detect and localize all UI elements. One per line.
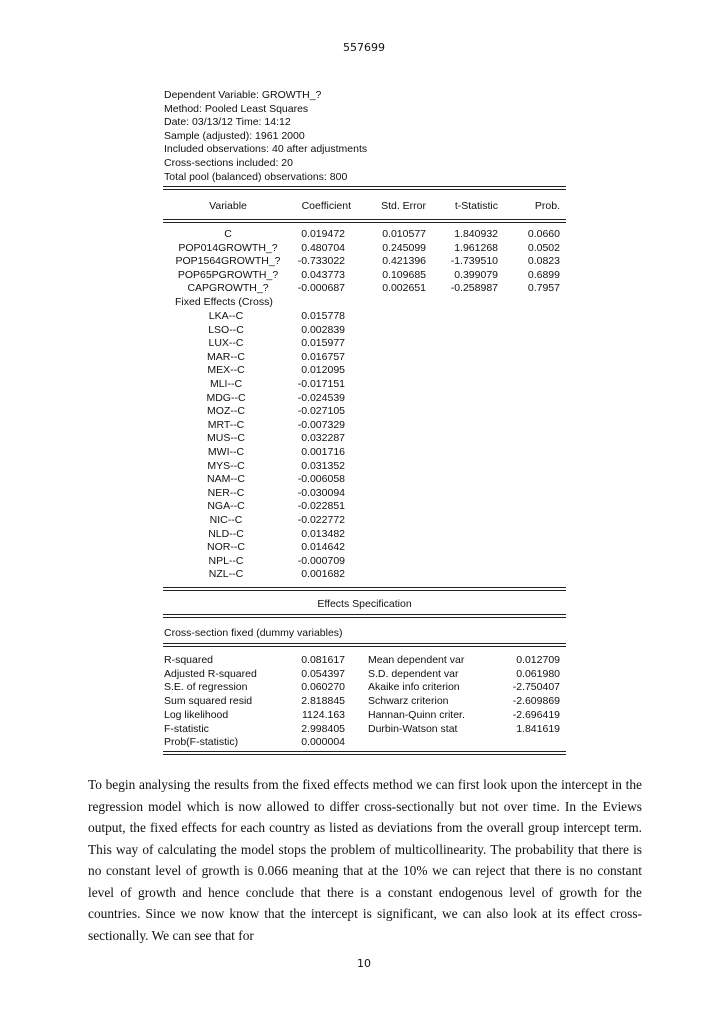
effects-spec-title-row	[163, 598, 566, 612]
fixed-effect-value: -0.022772	[297, 514, 345, 526]
fixed-effect-country: MWI--C	[207, 446, 245, 458]
fixed-effect-row	[163, 460, 566, 474]
fixed-effect-value: 0.031352	[301, 459, 345, 472]
statistic-label: Mean dependent var	[368, 654, 465, 666]
header-line: Method: Pooled Least Squares	[164, 102, 309, 115]
fixed-effect-row	[163, 528, 566, 542]
fixed-effect-row	[163, 337, 566, 351]
effects-spec-line: Cross-section fixed (dummy variables)	[164, 627, 343, 639]
fixed-effect-country: LSO--C	[208, 323, 244, 336]
variable-name: CAPGROWTH_?	[187, 282, 269, 295]
regression-header	[164, 89, 367, 184]
fixed-effect-row	[163, 500, 566, 514]
statistic-label: R-squared	[164, 654, 214, 666]
fixed-effect-country: LUX--C	[208, 337, 244, 350]
statistic-value: 1.841619	[516, 722, 560, 735]
statistic-value: 0.061980	[516, 667, 560, 680]
fixed-effect-value: -0.022851	[297, 500, 345, 513]
fixed-effect-value: -0.000709	[297, 554, 345, 567]
variable-name: POP65PGROWTH_?	[177, 268, 279, 281]
header-line: Total pool (balanced) observations: 800	[164, 170, 348, 183]
fixed-effect-country: MAR--C	[207, 350, 245, 363]
fixed-effect-country: MYS--C	[207, 459, 245, 472]
fixed-effect-row	[163, 487, 566, 501]
fixed-effect-row	[163, 541, 566, 555]
fixed-effect-country: NIC--C	[209, 514, 243, 526]
coefficient-row	[163, 282, 566, 296]
fixed-effect-country: MLI--C	[209, 378, 243, 390]
column-header: Prob.	[534, 200, 560, 212]
std-error-value: 0.109685	[382, 268, 426, 281]
fixed-effect-value: -0.006058	[297, 473, 345, 486]
statistic-label: Adjusted R-squared	[164, 667, 257, 680]
fixed-effect-row	[163, 351, 566, 365]
std-error-value: 0.002651	[382, 282, 426, 295]
t-statistic-value: -1.739510	[450, 255, 498, 268]
column-header: Coefficient	[301, 200, 351, 212]
table-rule	[163, 751, 566, 752]
prob-value: 0.0823	[527, 255, 560, 268]
fixed-effect-row	[163, 324, 566, 338]
page-number: 10	[357, 957, 371, 970]
t-statistic-value: 1.840932	[454, 228, 498, 240]
table-rule	[163, 219, 566, 220]
fixed-effect-value: 0.001716	[301, 446, 345, 458]
t-statistic-value: 0.399079	[454, 268, 498, 281]
fixed-effect-value: -0.027105	[297, 405, 345, 418]
statistic-label: Prob(F-statistic)	[164, 736, 239, 749]
table-rule	[163, 186, 566, 187]
fixed-effect-row	[163, 514, 566, 528]
statistic-value: -2.750407	[512, 681, 560, 694]
statistic-row	[163, 681, 566, 695]
statistic-label: Durbin-Watson stat	[368, 722, 458, 735]
fixed-effects-heading: Fixed Effects (Cross)	[175, 296, 273, 308]
statistic-row	[163, 736, 566, 750]
header-line: Included observations: 40 after adjustments	[164, 143, 368, 156]
variable-name: POP014GROWTH_?	[178, 241, 278, 254]
coefficient-value: 0.480704	[301, 241, 345, 254]
coefficient-value: 0.019472	[301, 228, 345, 240]
coefficient-row	[163, 228, 566, 242]
std-error-value: 0.245099	[382, 241, 426, 254]
statistic-row	[163, 709, 566, 723]
statistic-value: 2.998405	[301, 722, 345, 735]
fixed-effect-row	[163, 392, 566, 406]
statistic-value: 0.081617	[301, 654, 345, 666]
fixed-effect-country: MOZ--C	[207, 405, 245, 418]
fixed-effect-country: NLD--C	[208, 527, 244, 540]
fixed-effect-value: 0.032287	[301, 432, 345, 445]
std-error-value: 0.421396	[382, 255, 426, 268]
fixed-effect-value: 0.015778	[301, 310, 345, 322]
fixed-effect-country: NZL--C	[208, 568, 244, 581]
prob-value: 0.7957	[527, 282, 560, 295]
fixed-effects-label	[163, 296, 566, 310]
header-line: Dependent Variable: GROWTH_?	[164, 89, 322, 101]
fixed-effect-country: LKA--C	[208, 310, 244, 322]
fixed-effect-value: -0.030094	[297, 486, 345, 499]
fixed-effect-row	[163, 405, 566, 419]
fixed-effect-country: NPL--C	[208, 554, 244, 567]
statistic-label: Log likelihood	[164, 708, 229, 721]
coefficient-row	[163, 255, 566, 269]
statistic-value: 1124.163	[301, 708, 345, 721]
effects-spec-row	[163, 627, 566, 641]
statistic-label: Sum squared resid	[164, 695, 253, 708]
std-error-value: 0.010577	[382, 228, 426, 240]
statistic-value: 0.060270	[301, 681, 345, 694]
fixed-effect-country: NAM--C	[207, 473, 245, 486]
fixed-effect-value: 0.016757	[301, 350, 345, 363]
header-line: Date: 03/13/12 Time: 14:12	[164, 116, 291, 129]
statistic-value: -2.609869	[512, 695, 560, 708]
statistic-label: S.E. of regression	[164, 681, 248, 694]
column-header: Variable	[209, 200, 247, 212]
coefficient-value: -0.733022	[297, 255, 345, 268]
fixed-effect-country: NGA--C	[207, 500, 245, 513]
fixed-effect-row	[163, 473, 566, 487]
fixed-effect-value: 0.012095	[301, 364, 345, 377]
fixed-effect-country: MDG--C	[206, 391, 246, 404]
statistic-row	[163, 668, 566, 682]
effects-spec-title: Effects Specification	[317, 598, 412, 610]
prob-value: 0.0502	[527, 241, 560, 254]
fixed-effect-value: 0.013482	[301, 527, 345, 540]
fixed-effect-row	[163, 432, 566, 446]
statistic-value: 2.818845	[301, 695, 345, 708]
variable-name: C	[224, 228, 232, 240]
prob-value: 0.0660	[527, 228, 560, 240]
statistic-value: 0.054397	[301, 667, 345, 680]
fixed-effect-value: -0.017151	[297, 378, 345, 390]
fixed-effect-value: 0.002839	[301, 323, 345, 336]
header-line: Cross-sections included: 20	[164, 156, 293, 169]
fixed-effect-value: 0.001682	[301, 568, 345, 581]
fixed-effect-value: 0.014642	[301, 541, 345, 554]
statistic-row	[163, 654, 566, 668]
coefficient-value: -0.000687	[297, 282, 345, 295]
prob-value: 0.6899	[527, 268, 560, 281]
coefficient-value: 0.043773	[301, 268, 345, 281]
header-line: Sample (adjusted): 1961 2000	[164, 129, 305, 142]
coefficient-row	[163, 242, 566, 256]
statistic-row	[163, 723, 566, 737]
fixed-effect-row	[163, 364, 566, 378]
table-rule	[163, 587, 566, 588]
coefficient-row	[163, 269, 566, 283]
statistic-label: Akaike info criterion	[368, 681, 460, 694]
variable-name: POP1564GROWTH_?	[175, 255, 281, 268]
fixed-effect-row	[163, 310, 566, 324]
column-header-row	[163, 200, 566, 214]
statistic-label: S.D. dependent var	[368, 667, 459, 680]
t-statistic-value: 1.961268	[454, 241, 498, 254]
fixed-effect-value: -0.007329	[297, 418, 345, 431]
t-statistic-value: -0.258987	[450, 282, 498, 295]
fixed-effect-row	[163, 568, 566, 582]
fixed-effect-row	[163, 555, 566, 569]
fixed-effect-value: 0.015977	[301, 337, 345, 350]
fixed-effect-country: MRT--C	[207, 418, 245, 431]
statistic-row	[163, 695, 566, 709]
fixed-effect-country: NER--C	[207, 486, 245, 499]
statistic-label: F-statistic	[164, 722, 209, 735]
statistic-value: 0.000004	[301, 736, 345, 749]
statistic-label: Hannan-Quinn criter.	[368, 708, 465, 721]
fixed-effect-value: -0.024539	[297, 391, 345, 404]
fixed-effect-row	[163, 419, 566, 433]
fixed-effect-row	[163, 378, 566, 392]
body-paragraph: To begin analysing the results from the fixed effects method we can first look upon the intercept in the regression model which is now allowed to differ cross-sectionally but not over time. In the Eviews output, the fixed effects for each country as listed as deviations from the overall group intercept term. This way of calculating the model stops the problem of multicollinearity. The probability that there is no constant level of growth is 0.066 meaning that at the 10% we can reject that there is no constant level of growth and hence conclude that there is a constant endogenous level of growth for the countries. Since we now know that the intercept is significant, we can also look at its effect cross-sectionally. We can see that for	[88, 777, 642, 943]
statistic-label: Schwarz criterion	[368, 695, 449, 708]
document-id: 557699	[343, 41, 385, 54]
column-header: Std. Error	[381, 200, 426, 212]
statistic-value: 0.012709	[516, 654, 560, 666]
fixed-effect-country: MUS--C	[207, 432, 245, 445]
fixed-effect-country: MEX--C	[207, 364, 245, 377]
table-rule	[163, 643, 566, 644]
statistic-value: -2.696419	[512, 708, 560, 721]
column-header: t-Statistic	[454, 200, 498, 212]
fixed-effect-country: NOR--C	[207, 541, 245, 554]
fixed-effect-row	[163, 446, 566, 460]
table-rule	[163, 614, 566, 615]
